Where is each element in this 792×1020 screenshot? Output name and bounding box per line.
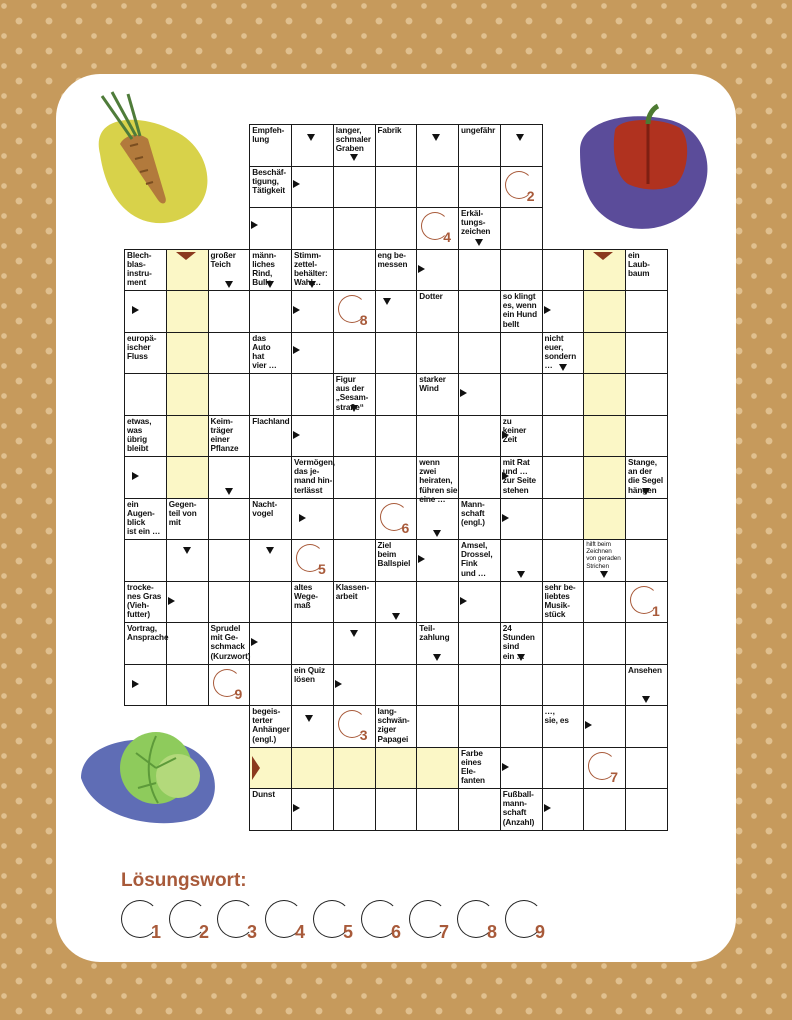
grid-cell[interactable] bbox=[249, 456, 292, 499]
circle-number: 1 bbox=[652, 602, 660, 619]
arrow-down-icon bbox=[475, 239, 483, 246]
clue-c35: trocke- nes Gras (Vieh- futter) bbox=[127, 582, 162, 620]
arrow-down-icon bbox=[350, 154, 358, 161]
arrow-right-icon bbox=[418, 265, 425, 273]
grid-cell[interactable] bbox=[416, 415, 459, 458]
grid-cell[interactable] bbox=[375, 788, 418, 831]
grid-cell[interactable] bbox=[333, 498, 376, 541]
grid-cell[interactable] bbox=[291, 498, 334, 541]
solution-slot bbox=[361, 900, 401, 940]
clue-c21: Keim- träger einer Pflanze bbox=[210, 416, 239, 454]
arrow-right-icon bbox=[299, 514, 306, 522]
circle-number: 4 bbox=[443, 229, 452, 245]
clue-c5: Beschäf- tigung, Tätigkeit bbox=[252, 167, 287, 195]
grid-cell[interactable] bbox=[542, 498, 585, 541]
grid-cell[interactable] bbox=[542, 415, 585, 458]
clue-c36: altes Wege- maß bbox=[294, 582, 318, 610]
grid-cell[interactable] bbox=[625, 373, 668, 416]
grid-cell[interactable] bbox=[500, 705, 543, 748]
grid-cell[interactable] bbox=[458, 456, 501, 499]
clue-c8: großer Teich bbox=[210, 250, 236, 269]
grid-cell[interactable] bbox=[458, 415, 501, 458]
grid-cell[interactable] bbox=[583, 622, 626, 665]
grid-cell[interactable] bbox=[333, 539, 376, 582]
arrow-right-icon bbox=[544, 804, 551, 812]
grid-cell[interactable] bbox=[333, 207, 376, 250]
arrow-down-icon bbox=[266, 547, 274, 554]
grid-cell[interactable] bbox=[542, 747, 585, 790]
arrow-down-icon bbox=[350, 405, 358, 412]
grid-cell[interactable] bbox=[625, 498, 668, 541]
clue-c29: Gegen- teil von mit bbox=[168, 499, 197, 527]
grid-cell[interactable] bbox=[416, 788, 459, 831]
grid-cell[interactable] bbox=[333, 249, 376, 292]
arrow-right-icon bbox=[168, 597, 175, 605]
clue-c20: etwas, was übrig bleibt bbox=[127, 416, 152, 454]
grid-cell[interactable] bbox=[249, 581, 292, 624]
clue-c12: ein Laub- baum bbox=[628, 250, 650, 278]
grid-cell[interactable] bbox=[291, 207, 334, 250]
clue-c7: Blech- blas- instru- ment bbox=[127, 250, 152, 288]
grid-cell[interactable] bbox=[542, 622, 585, 665]
circle-number: 5 bbox=[318, 561, 326, 577]
grid-cell[interactable] bbox=[166, 622, 209, 665]
clue-c48: Farbe eines Ele- fanten bbox=[461, 748, 485, 786]
grid-cell[interactable] bbox=[500, 332, 543, 375]
clue-c37: Klassen- arbeit bbox=[335, 582, 370, 601]
arrow-right-icon bbox=[502, 472, 509, 480]
clue-c14: so klingt es, wenn ein Hund bellt bbox=[502, 292, 537, 329]
arrow-right-icon bbox=[293, 346, 300, 354]
solution-slot bbox=[313, 900, 353, 940]
grid-cell[interactable] bbox=[416, 581, 459, 624]
arrow-right-icon bbox=[293, 306, 300, 314]
grid-cell[interactable] bbox=[542, 539, 585, 582]
solution-slot bbox=[409, 900, 449, 940]
grid-cell[interactable] bbox=[333, 747, 376, 790]
highlight-start-icon bbox=[176, 252, 196, 260]
arrow-right-icon bbox=[293, 180, 300, 188]
clue-c38: sehr be- liebtes Musik- stück bbox=[544, 582, 576, 620]
clue-c34: hilft beim Zeichnen von geraden Strichen bbox=[586, 541, 621, 570]
clue-c25: wenn zwei heiraten, führen sie eine … bbox=[419, 458, 458, 504]
clue-c49: Dunst bbox=[252, 790, 275, 799]
grid-cell[interactable] bbox=[416, 664, 459, 707]
grid-cell[interactable] bbox=[166, 456, 209, 499]
arrow-right-icon bbox=[251, 638, 258, 646]
clue-c41: Teil- zahlung bbox=[419, 624, 450, 643]
solution-number: 3 bbox=[247, 922, 258, 942]
arrow-down-icon bbox=[642, 488, 650, 495]
grid-cell[interactable] bbox=[458, 166, 501, 209]
arrow-down-icon bbox=[225, 488, 233, 495]
arrow-down-icon bbox=[350, 630, 358, 637]
circle-number: 2 bbox=[526, 187, 535, 204]
grid-cell[interactable] bbox=[583, 456, 626, 499]
solution-slot bbox=[457, 900, 497, 940]
clue-c2: langer, schmaler Graben bbox=[335, 126, 371, 154]
clue-c42: 24 Stunden sind ein … bbox=[502, 624, 535, 661]
grid-cell[interactable] bbox=[166, 332, 209, 375]
clue-c19: starker Wind bbox=[419, 375, 446, 394]
grid-cell[interactable] bbox=[542, 456, 585, 499]
grid-cell[interactable] bbox=[416, 705, 459, 748]
grid-cell[interactable] bbox=[124, 664, 167, 707]
grid-cell[interactable] bbox=[542, 664, 585, 707]
solution-slot bbox=[265, 900, 305, 940]
grid-cell[interactable] bbox=[375, 747, 418, 790]
arrow-down-icon bbox=[517, 654, 525, 661]
grid-cell[interactable] bbox=[375, 664, 418, 707]
grid-cell[interactable] bbox=[166, 664, 209, 707]
grid-cell[interactable] bbox=[458, 705, 501, 748]
grid-cell[interactable] bbox=[625, 332, 668, 375]
clue-c32: Ziel beim Ballspiel bbox=[377, 541, 411, 569]
clue-c17: nicht euer, sondern … bbox=[544, 333, 577, 371]
arrow-right-icon bbox=[335, 680, 342, 688]
arrow-down-icon bbox=[433, 530, 441, 537]
grid-cell[interactable] bbox=[249, 290, 292, 333]
clue-c45: begeis- terter Anhänger (engl.) bbox=[252, 707, 290, 744]
arrow-down-icon bbox=[225, 281, 233, 288]
grid-cell[interactable] bbox=[249, 539, 292, 582]
grid-cell[interactable] bbox=[375, 373, 418, 416]
arrow-right-icon bbox=[418, 555, 425, 563]
grid-cell[interactable] bbox=[375, 332, 418, 375]
arrow-down-icon bbox=[392, 613, 400, 620]
solution-number: 6 bbox=[391, 922, 402, 942]
arrow-right-icon bbox=[502, 763, 509, 771]
arrow-down-icon bbox=[266, 281, 274, 288]
clue-c27: Stange, an der die Segel hängen bbox=[628, 458, 664, 495]
grid-cell[interactable] bbox=[249, 664, 292, 707]
clue-c26: mit Rat und … zur Seite stehen bbox=[502, 458, 536, 495]
grid-cell[interactable] bbox=[291, 622, 334, 665]
arrow-right-icon bbox=[132, 472, 139, 480]
grid-cell[interactable] bbox=[500, 207, 543, 250]
grid-cell[interactable] bbox=[583, 788, 626, 831]
grid-cell[interactable] bbox=[416, 124, 459, 167]
grid-cell[interactable] bbox=[208, 373, 251, 416]
arrow-right-icon bbox=[585, 721, 592, 729]
arrow-down-icon bbox=[183, 547, 191, 554]
grid-cell[interactable] bbox=[291, 705, 334, 748]
circle-number: 7 bbox=[610, 768, 619, 785]
clue-c10: Stimm- zettel- behälter: Wahl… bbox=[294, 250, 328, 288]
grid-cell[interactable] bbox=[333, 456, 376, 499]
grid-cell[interactable] bbox=[500, 373, 543, 416]
grid-cell[interactable] bbox=[166, 415, 209, 458]
grid-cell[interactable] bbox=[583, 415, 626, 458]
clue-c33: Amsel, Drossel, Fink und … bbox=[461, 541, 493, 578]
grid-cell[interactable] bbox=[291, 747, 334, 790]
grid-cell[interactable] bbox=[542, 373, 585, 416]
grid-cell[interactable] bbox=[124, 539, 167, 582]
grid-cell[interactable] bbox=[375, 622, 418, 665]
clue-c44: Ansehen bbox=[628, 665, 662, 675]
grid-cell[interactable] bbox=[458, 249, 501, 292]
grid-cell[interactable] bbox=[500, 581, 543, 624]
highlight-start-icon bbox=[593, 252, 613, 260]
solution-slot bbox=[505, 900, 545, 940]
clue-c43: ein Quiz lösen bbox=[294, 665, 326, 684]
circle-number: 8 bbox=[359, 312, 368, 328]
solution-number: 2 bbox=[199, 922, 210, 942]
grid-cell[interactable] bbox=[416, 747, 459, 790]
grid-cell[interactable] bbox=[583, 581, 626, 624]
grid-cell[interactable] bbox=[333, 788, 376, 831]
arrow-right-icon bbox=[502, 514, 509, 522]
grid-cell[interactable] bbox=[625, 747, 668, 790]
clue-c50: Fußball- mann- schaft (Anzahl) bbox=[502, 790, 535, 827]
arrow-right-icon bbox=[132, 680, 139, 688]
grid-cell[interactable] bbox=[416, 166, 459, 209]
clue-c47: …, sie, es bbox=[544, 707, 569, 726]
grid-cell[interactable] bbox=[166, 539, 209, 582]
grid-cell[interactable] bbox=[333, 415, 376, 458]
grid-cell[interactable] bbox=[625, 705, 668, 748]
grid-cell[interactable] bbox=[500, 249, 543, 292]
grid-cell[interactable] bbox=[291, 124, 334, 167]
grid-cell[interactable] bbox=[458, 788, 501, 831]
arrow-right-icon bbox=[132, 306, 139, 314]
grid-cell[interactable] bbox=[583, 373, 626, 416]
solution-number: 1 bbox=[151, 922, 162, 942]
arrow-down-icon bbox=[642, 696, 650, 703]
clue-c46: lang- schwän- ziger Papagei bbox=[377, 707, 410, 744]
clue-c31: Mann- schaft (engl.) bbox=[461, 499, 485, 527]
solution-slot bbox=[121, 900, 161, 940]
grid-cell[interactable] bbox=[500, 124, 543, 167]
grid-cell[interactable] bbox=[375, 290, 418, 333]
solution-number: 8 bbox=[487, 922, 498, 942]
grid-cell[interactable] bbox=[333, 622, 376, 665]
grid-cell[interactable] bbox=[625, 415, 668, 458]
solution-number: 7 bbox=[439, 922, 450, 942]
grid-cell[interactable] bbox=[166, 290, 209, 333]
grid-cell[interactable] bbox=[333, 332, 376, 375]
clue-c3: Fabrik bbox=[377, 126, 402, 135]
clue-c18: Figur aus der „Sesam- straße“ bbox=[335, 375, 369, 412]
arrow-down-icon bbox=[308, 281, 316, 288]
clue-c1: Empfeh- lung bbox=[252, 126, 285, 145]
grid-cell[interactable] bbox=[458, 664, 501, 707]
grid-cell[interactable] bbox=[208, 498, 251, 541]
grid-cell[interactable] bbox=[124, 373, 167, 416]
grid-cell[interactable] bbox=[583, 290, 626, 333]
clue-c15: europä- ischer Fluss bbox=[127, 333, 157, 361]
clue-c40: Sprudel mit Ge- schmack (Kurzwort) bbox=[210, 624, 251, 661]
grid-cell[interactable] bbox=[375, 415, 418, 458]
grid-cell[interactable] bbox=[625, 539, 668, 582]
grid-cell[interactable] bbox=[375, 456, 418, 499]
arrow-right-icon bbox=[293, 804, 300, 812]
circle-number: 6 bbox=[401, 519, 410, 536]
grid-cell[interactable] bbox=[458, 332, 501, 375]
arrow-down-icon bbox=[433, 654, 441, 661]
clue-c24: Vermögen, das je- mand hin- terlässt bbox=[294, 458, 335, 495]
grid-cell[interactable] bbox=[625, 290, 668, 333]
grid-cell[interactable] bbox=[416, 332, 459, 375]
arrow-right-icon bbox=[251, 221, 258, 229]
solution-number: 4 bbox=[295, 922, 306, 942]
clue-c9: männ- liches Rind, Bulle bbox=[252, 250, 277, 288]
arrow-down-icon bbox=[307, 134, 315, 141]
grid-cell[interactable] bbox=[333, 166, 376, 209]
grid-cell[interactable] bbox=[500, 664, 543, 707]
clue-c39: Vortrag, Ansprache bbox=[127, 624, 169, 643]
arrow-right-icon bbox=[460, 597, 467, 605]
arrow-right-icon bbox=[544, 306, 551, 314]
highlight-start-icon bbox=[252, 756, 260, 780]
grid-cell[interactable] bbox=[542, 249, 585, 292]
grid-cell[interactable] bbox=[625, 622, 668, 665]
grid-cell[interactable] bbox=[208, 290, 251, 333]
clue-c11: eng be- messen bbox=[377, 250, 408, 269]
solution-slot bbox=[217, 900, 257, 940]
solution-slot bbox=[169, 900, 209, 940]
grid-cell[interactable] bbox=[583, 498, 626, 541]
grid-cell[interactable] bbox=[458, 290, 501, 333]
grid-cell[interactable] bbox=[375, 166, 418, 209]
clue-c6: Erkäl- tungs- zeichen bbox=[461, 209, 491, 237]
arrow-right-icon bbox=[460, 389, 467, 397]
grid-cell[interactable] bbox=[208, 581, 251, 624]
clue-c22: Flachland bbox=[252, 416, 290, 426]
solution-number: 9 bbox=[535, 922, 546, 942]
grid-cell[interactable] bbox=[249, 373, 292, 416]
grid-cell[interactable] bbox=[583, 332, 626, 375]
grid-cell[interactable] bbox=[458, 622, 501, 665]
clue-c16: das Auto hat vier … bbox=[252, 333, 277, 371]
arrow-down-icon bbox=[517, 571, 525, 578]
clue-c30: Nacht- vogel bbox=[252, 499, 278, 518]
grid-cell[interactable] bbox=[583, 664, 626, 707]
arrow-right-icon bbox=[293, 431, 300, 439]
arrow-down-icon bbox=[600, 571, 608, 578]
clue-c4: ungefähr bbox=[461, 126, 496, 135]
circle-number: 9 bbox=[234, 685, 243, 702]
grid-cell[interactable] bbox=[166, 373, 209, 416]
grid-cell[interactable] bbox=[208, 539, 251, 582]
grid-cell[interactable] bbox=[208, 332, 251, 375]
arrow-down-icon bbox=[516, 134, 524, 141]
arrow-down-icon bbox=[383, 298, 391, 305]
grid-cell[interactable] bbox=[625, 788, 668, 831]
grid-cell[interactable] bbox=[375, 207, 418, 250]
clue-c13: Dotter bbox=[419, 292, 443, 301]
arrow-down-icon bbox=[432, 134, 440, 141]
grid-cell[interactable] bbox=[291, 373, 334, 416]
arrow-right-icon bbox=[502, 431, 509, 439]
grid-cell[interactable] bbox=[124, 456, 167, 499]
arrow-down-icon bbox=[305, 715, 313, 722]
circle-number: 3 bbox=[359, 727, 368, 743]
solution-number: 5 bbox=[343, 922, 354, 942]
grid-cell[interactable] bbox=[124, 290, 167, 333]
solution-title: Lösungswort: bbox=[121, 870, 247, 891]
clue-c28: ein Augen- blick ist ein … bbox=[127, 499, 161, 537]
clue-c23: zu keiner Zeit bbox=[502, 416, 527, 444]
arrow-down-icon bbox=[559, 364, 567, 371]
